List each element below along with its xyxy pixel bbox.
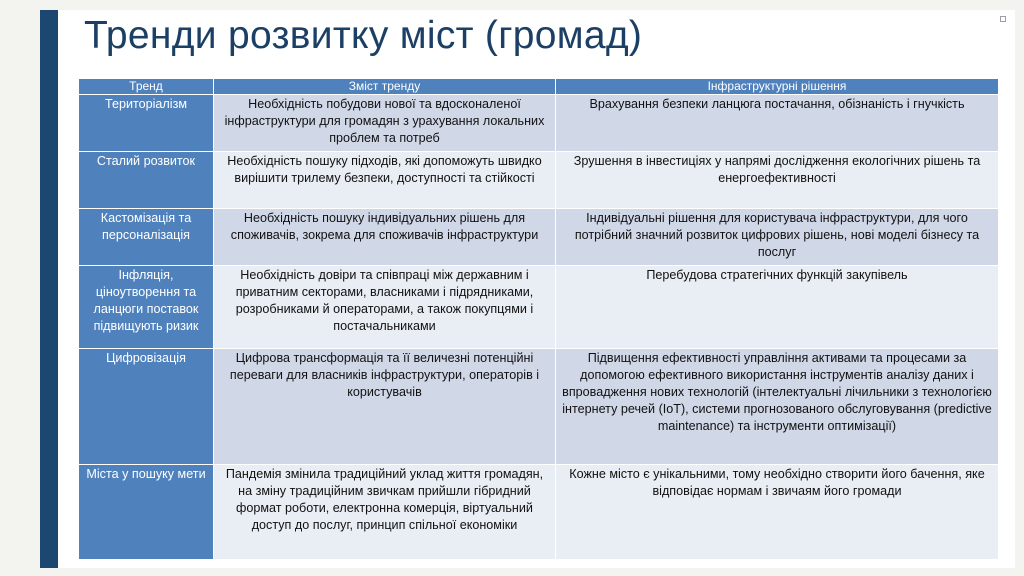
solutions-cell: Врахування безпеки ланцюга постачання, обізнаність і гнучкість [556, 95, 999, 152]
content-cell: Необхідність побудови нової та вдосконаленої інфраструктури для громадян з урахування локальних проблем та потреб [214, 95, 556, 152]
table-row [79, 465, 999, 560]
trend-cell: Кастомізація та персоналізація [79, 209, 214, 266]
header-content: Зміст тренду [214, 79, 556, 95]
solutions-cell: Перебудова стратегічних функцій закупівель [556, 266, 999, 349]
content-cell: Необхідність пошуку підходів, які допоможуть швидко вирішити трилему безпеки, доступності та стійкості [214, 152, 556, 209]
solutions-cell: Індивідуальні рішення для користувача інфраструктури, для чого потрібний значний розвиток цифрових рішень, нові моделі бізнесу та послуг [556, 209, 999, 266]
content-cell: Необхідність довіри та співпраці між державним і приватним секторами, власниками і підрядниками, розробниками й операторами, а також покупцями і постачальниками [214, 266, 556, 349]
trends-table [78, 78, 999, 560]
corner-square-icon [1000, 16, 1006, 22]
trend-cell: Сталий розвиток [79, 152, 214, 209]
slide-title: Тренди розвитку міст (громад) [84, 14, 643, 57]
header-trend: Тренд [79, 79, 214, 95]
table-row [79, 349, 999, 465]
solutions-cell: Підвищення ефективності управління активами та процесами за допомогою ефективного використання інструментів аналізу даних і впровадження нових технологій (інтелектуальні лічильники з технологією інтернету речей (IoT), системи прогнозованого обслуговування (predictive maintenance) та інструменти оптимізації) [556, 349, 999, 465]
trend-cell: Цифровізація [79, 349, 214, 465]
table-header-row [79, 79, 999, 95]
content-cell: Необхідність пошуку індивідуальних рішень для споживачів, зокрема для споживачів інфраструктури [214, 209, 556, 266]
content-cell: Пандемія змінила традиційний уклад життя громадян, на зміну традиційним звичкам прийшли гібридний формат роботи, електронна комерція, віртуальний доступ до послуг, принцип спільної економіки [214, 465, 556, 560]
table-row [79, 152, 999, 209]
header-solutions: Інфраструктурні рішення [556, 79, 999, 95]
table-row [79, 95, 999, 152]
trend-cell: Інфляція, ціноутворення та ланцюги поставок підвищують ризик [79, 266, 214, 349]
table-row [79, 209, 999, 266]
solutions-cell: Кожне місто є унікальними, тому необхідно створити його бачення, яке відповідає нормам і звичаям його громади [556, 465, 999, 560]
slide-accent-bar [40, 10, 58, 568]
trend-cell: Міста у пошуку мети [79, 465, 214, 560]
content-cell: Цифрова трансформація та її величезні потенційні переваги для власників інфраструктури, операторів і користувачів [214, 349, 556, 465]
table-row [79, 266, 999, 349]
trend-cell: Територіалізм [79, 95, 214, 152]
solutions-cell: Зрушення в інвестиціях у напрямі дослідження екологічних рішень та енергоефективності [556, 152, 999, 209]
